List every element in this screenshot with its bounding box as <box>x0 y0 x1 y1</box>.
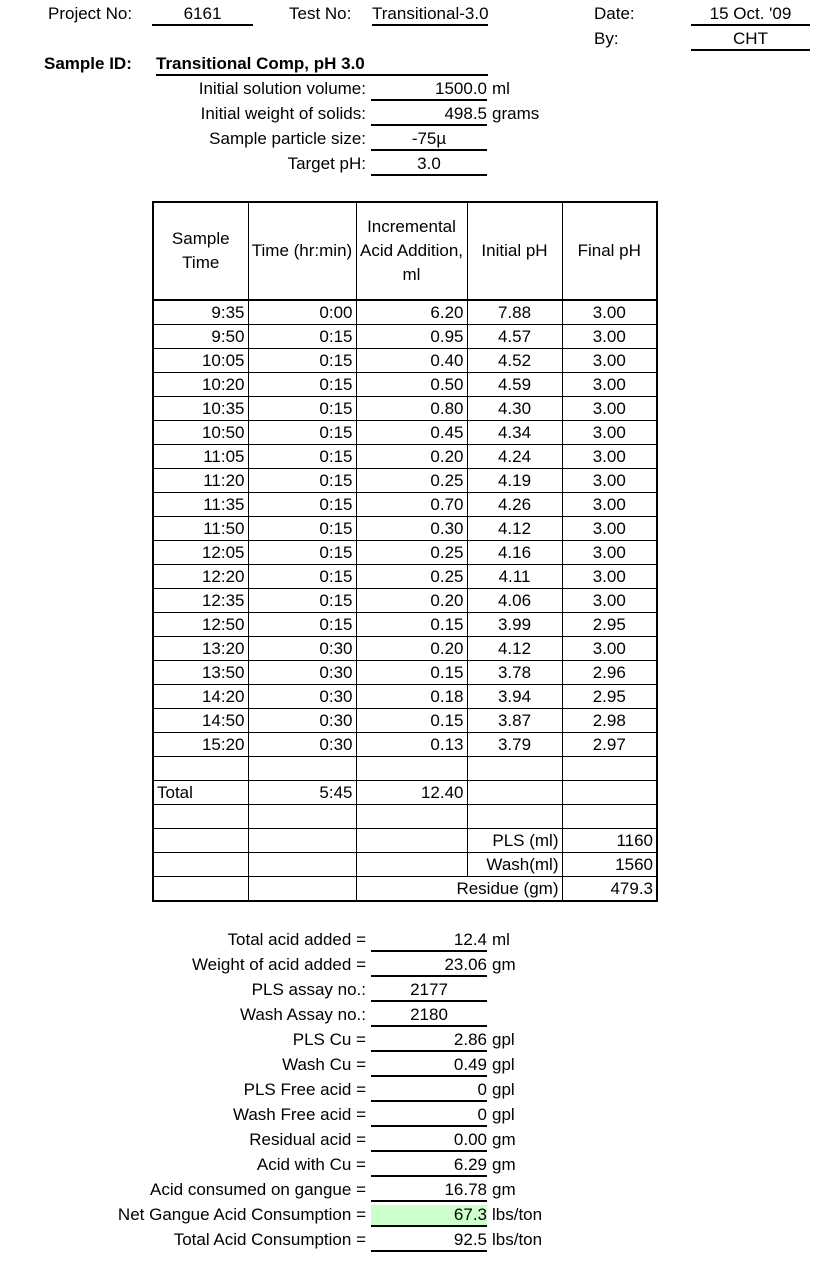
sample-id-value: Transitional Comp, pH 3.0 <box>156 54 488 76</box>
sample-field-label: Initial weight of solids: <box>200 104 366 123</box>
table-cell: 0.20 <box>356 589 467 613</box>
sample-field-value: 3.0 <box>371 154 487 176</box>
sample-field-value: -75µ <box>371 129 487 151</box>
table-cell: 3.00 <box>562 300 657 325</box>
table-cell: 0.15 <box>356 613 467 637</box>
sample-field-unit: grams <box>492 104 540 123</box>
table-row <box>153 661 657 685</box>
table-cell: 15:20 <box>153 733 248 757</box>
table-cell: 10:20 <box>153 373 248 397</box>
table-cell: 4.24 <box>467 445 562 469</box>
table-cell <box>467 781 562 805</box>
table-cell: 3.00 <box>562 637 657 661</box>
table-cell: 0.50 <box>356 373 467 397</box>
blank-row <box>153 757 657 781</box>
header-time: Time (hr:min) <box>248 202 356 300</box>
table-row <box>153 589 657 613</box>
table-cell: 0.18 <box>356 685 467 709</box>
table-cell: 0:30 <box>248 709 356 733</box>
summary-value: 2177 <box>371 980 487 1002</box>
table-cell: 11:50 <box>153 517 248 541</box>
table-cell: 10:50 <box>153 421 248 445</box>
table-cell: 0:15 <box>248 565 356 589</box>
table-row <box>153 373 657 397</box>
table-cell: 0.30 <box>356 517 467 541</box>
table-cell: 3.00 <box>562 445 657 469</box>
table-cell: 0:30 <box>248 661 356 685</box>
table-cell: 5:45 <box>248 781 356 805</box>
summary-value: 0.00 <box>371 1130 487 1152</box>
table-cell: 0:30 <box>248 733 356 757</box>
test-label: Test No: <box>289 4 352 23</box>
summary-label: PLS Free acid = <box>243 1080 366 1099</box>
table-cell: 0:15 <box>248 325 356 349</box>
header-initial-ph: Initial pH <box>467 202 562 300</box>
wash-row <box>153 853 657 877</box>
table-cell <box>153 829 248 853</box>
table-cell: 0:15 <box>248 541 356 565</box>
table-cell <box>248 877 356 902</box>
summary-value: 12.4 <box>371 930 487 952</box>
table-cell: 10:35 <box>153 397 248 421</box>
table-cell: 3.00 <box>562 325 657 349</box>
table-cell: PLS (ml) <box>467 829 562 853</box>
table-cell <box>467 805 562 829</box>
date-value: 15 Oct. '09 <box>691 4 810 26</box>
summary-label: Wash Cu = <box>282 1055 366 1074</box>
summary-label: Acid with Cu = <box>256 1155 366 1174</box>
by-value: CHT <box>691 29 810 51</box>
residue-row <box>153 877 657 902</box>
table-cell: 3.94 <box>467 685 562 709</box>
table-cell <box>248 829 356 853</box>
table-cell <box>562 757 657 781</box>
table-cell: 0:15 <box>248 397 356 421</box>
table-cell: 0.25 <box>356 565 467 589</box>
summary-unit: gm <box>492 1130 516 1149</box>
sample-field-value: 498.5 <box>371 104 487 126</box>
table-cell: 11:35 <box>153 493 248 517</box>
summary-label: Net Gangue Acid Consumption = <box>117 1205 366 1224</box>
table-cell: 0.80 <box>356 397 467 421</box>
table-cell <box>153 853 248 877</box>
table-cell <box>562 805 657 829</box>
table-cell: 11:05 <box>153 445 248 469</box>
table-cell: Wash(ml) <box>467 853 562 877</box>
table-cell <box>356 829 467 853</box>
table-cell: 0.15 <box>356 661 467 685</box>
table-cell: 13:50 <box>153 661 248 685</box>
table-cell: Total <box>153 781 248 805</box>
summary-label: Acid consumed on gangue = <box>150 1180 366 1199</box>
table-cell: 479.3 <box>562 877 657 902</box>
table-header-row <box>153 202 657 300</box>
summary-label: Wash Assay no.: <box>240 1005 366 1024</box>
summary-unit: lbs/ton <box>492 1205 543 1224</box>
table-cell: 7.88 <box>467 300 562 325</box>
table-row <box>153 445 657 469</box>
table-cell: 13:20 <box>153 637 248 661</box>
table-cell: 4.12 <box>467 637 562 661</box>
table-cell: 14:50 <box>153 709 248 733</box>
table-cell: 4.16 <box>467 541 562 565</box>
table-row <box>153 300 657 325</box>
table-cell: 1160 <box>562 829 657 853</box>
summary-value: 16.78 <box>371 1180 487 1202</box>
header-final-ph: Final pH <box>562 202 657 300</box>
table-cell: 0.45 <box>356 421 467 445</box>
table-cell: 4.30 <box>467 397 562 421</box>
table-row <box>153 733 657 757</box>
table-cell <box>467 757 562 781</box>
sample-field-value: 1500.0 <box>371 79 487 101</box>
table-cell: 3.00 <box>562 541 657 565</box>
table-cell: 0:15 <box>248 517 356 541</box>
table-cell: 0.13 <box>356 733 467 757</box>
sample-field-label: Initial solution volume: <box>198 79 366 98</box>
table-cell: Residue (gm) <box>356 877 562 902</box>
project-value: 6161 <box>152 4 253 26</box>
table-cell: 3.78 <box>467 661 562 685</box>
table-cell: 3.00 <box>562 469 657 493</box>
table-cell: 0.20 <box>356 637 467 661</box>
table-cell: 0:15 <box>248 349 356 373</box>
table-cell: 3.00 <box>562 517 657 541</box>
table-cell: 4.12 <box>467 517 562 541</box>
table-cell: 4.59 <box>467 373 562 397</box>
table-row <box>153 349 657 373</box>
table-cell <box>356 757 467 781</box>
table-cell: 4.34 <box>467 421 562 445</box>
table-cell: 0:15 <box>248 613 356 637</box>
table-cell: 3.00 <box>562 421 657 445</box>
summary-unit: gpl <box>492 1105 515 1124</box>
summary-unit: ml <box>492 930 510 949</box>
table-cell: 0:15 <box>248 373 356 397</box>
summary-value: 0 <box>371 1105 487 1127</box>
sample-id-label: Sample ID: <box>44 54 132 73</box>
table-cell: 9:50 <box>153 325 248 349</box>
pls-row <box>153 829 657 853</box>
table-cell: 11:20 <box>153 469 248 493</box>
table-cell: 3.99 <box>467 613 562 637</box>
sample-field-label: Target pH: <box>287 154 366 173</box>
table-cell: 12:05 <box>153 541 248 565</box>
table-cell: 2.96 <box>562 661 657 685</box>
summary-value: 2.86 <box>371 1030 487 1052</box>
table-row <box>153 517 657 541</box>
table-cell: 2.95 <box>562 613 657 637</box>
table-cell <box>248 853 356 877</box>
table-row <box>153 613 657 637</box>
summary-label: Wash Free acid = <box>232 1105 366 1124</box>
summary-label: Residual acid = <box>249 1130 366 1149</box>
summary-unit: gm <box>492 1155 516 1174</box>
table-cell: 3.00 <box>562 493 657 517</box>
table-cell: 12:20 <box>153 565 248 589</box>
table-cell: 0:15 <box>248 469 356 493</box>
blank-row <box>153 805 657 829</box>
table-cell <box>153 757 248 781</box>
table-cell: 3.00 <box>562 373 657 397</box>
table-row <box>153 469 657 493</box>
summary-label: PLS Cu = <box>292 1030 366 1049</box>
table-cell <box>153 805 248 829</box>
table-cell: 1560 <box>562 853 657 877</box>
sample-field-unit: ml <box>492 79 510 98</box>
table-cell: 12:35 <box>153 589 248 613</box>
summary-value: 67.3 <box>371 1205 487 1227</box>
table-row <box>153 709 657 733</box>
table-cell: 2.98 <box>562 709 657 733</box>
table-cell: 4.52 <box>467 349 562 373</box>
summary-unit: gpl <box>492 1030 515 1049</box>
table-cell: 0.25 <box>356 541 467 565</box>
table-cell: 14:20 <box>153 685 248 709</box>
table-cell: 0:15 <box>248 589 356 613</box>
table-cell: 4.57 <box>467 325 562 349</box>
table-cell <box>356 805 467 829</box>
summary-unit: gm <box>492 955 516 974</box>
summary-unit: gm <box>492 1180 516 1199</box>
header-sample-time: Sample Time <box>153 202 248 300</box>
table-row <box>153 493 657 517</box>
acid-addition-table <box>152 201 658 902</box>
table-cell: 4.19 <box>467 469 562 493</box>
table-cell: 0:15 <box>248 445 356 469</box>
table-row <box>153 421 657 445</box>
summary-value: 23.06 <box>371 955 487 977</box>
summary-value: 6.29 <box>371 1155 487 1177</box>
table-cell: 3.00 <box>562 565 657 589</box>
table-cell <box>562 781 657 805</box>
table-cell: 0.95 <box>356 325 467 349</box>
table-row <box>153 325 657 349</box>
table-cell: 0.70 <box>356 493 467 517</box>
table-cell <box>248 757 356 781</box>
table-cell: 9:35 <box>153 300 248 325</box>
summary-label: Total Acid Consumption = <box>173 1230 366 1249</box>
table-cell: 10:05 <box>153 349 248 373</box>
table-cell: 3.00 <box>562 589 657 613</box>
project-label: Project No: <box>48 4 133 23</box>
table-cell: 0:30 <box>248 637 356 661</box>
summary-value: 2180 <box>371 1005 487 1027</box>
summary-unit: gpl <box>492 1080 515 1099</box>
summary-label: PLS assay no.: <box>251 980 366 999</box>
table-row <box>153 637 657 661</box>
table-row <box>153 685 657 709</box>
summary-label: Weight of acid added = <box>191 955 366 974</box>
table-cell: 0.25 <box>356 469 467 493</box>
summary-label: Total acid added = <box>227 930 366 949</box>
table-cell <box>356 853 467 877</box>
test-value: Transitional-3.0 <box>372 4 488 26</box>
table-cell: 0.20 <box>356 445 467 469</box>
table-cell <box>248 805 356 829</box>
table-cell: 3.87 <box>467 709 562 733</box>
sample-field-label: Sample particle size: <box>209 129 366 148</box>
summary-value: 0.49 <box>371 1055 487 1077</box>
total-row <box>153 781 657 805</box>
table-cell: 2.97 <box>562 733 657 757</box>
table-cell: 12.40 <box>356 781 467 805</box>
summary-value: 0 <box>371 1080 487 1102</box>
table-cell: 2.95 <box>562 685 657 709</box>
table-row <box>153 565 657 589</box>
table-cell: 0:15 <box>248 493 356 517</box>
table-cell: 3.79 <box>467 733 562 757</box>
table-cell: 0.15 <box>356 709 467 733</box>
table-cell: 0:15 <box>248 421 356 445</box>
summary-value: 92.5 <box>371 1230 487 1252</box>
table-cell: 0:00 <box>248 300 356 325</box>
table-cell: 3.00 <box>562 397 657 421</box>
table-cell: 0.40 <box>356 349 467 373</box>
table-row <box>153 541 657 565</box>
summary-unit: gpl <box>492 1055 515 1074</box>
table-cell: 6.20 <box>356 300 467 325</box>
by-label: By: <box>594 29 619 48</box>
header-acid-addition: Incremental Acid Addition, ml <box>356 202 467 300</box>
table-row <box>153 397 657 421</box>
table-cell: 3.00 <box>562 349 657 373</box>
table-cell <box>153 877 248 902</box>
table-cell: 12:50 <box>153 613 248 637</box>
table-cell: 4.06 <box>467 589 562 613</box>
table-cell: 4.11 <box>467 565 562 589</box>
table-cell: 4.26 <box>467 493 562 517</box>
summary-unit: lbs/ton <box>492 1230 543 1249</box>
table-cell: 0:30 <box>248 685 356 709</box>
date-label: Date: <box>594 4 635 23</box>
